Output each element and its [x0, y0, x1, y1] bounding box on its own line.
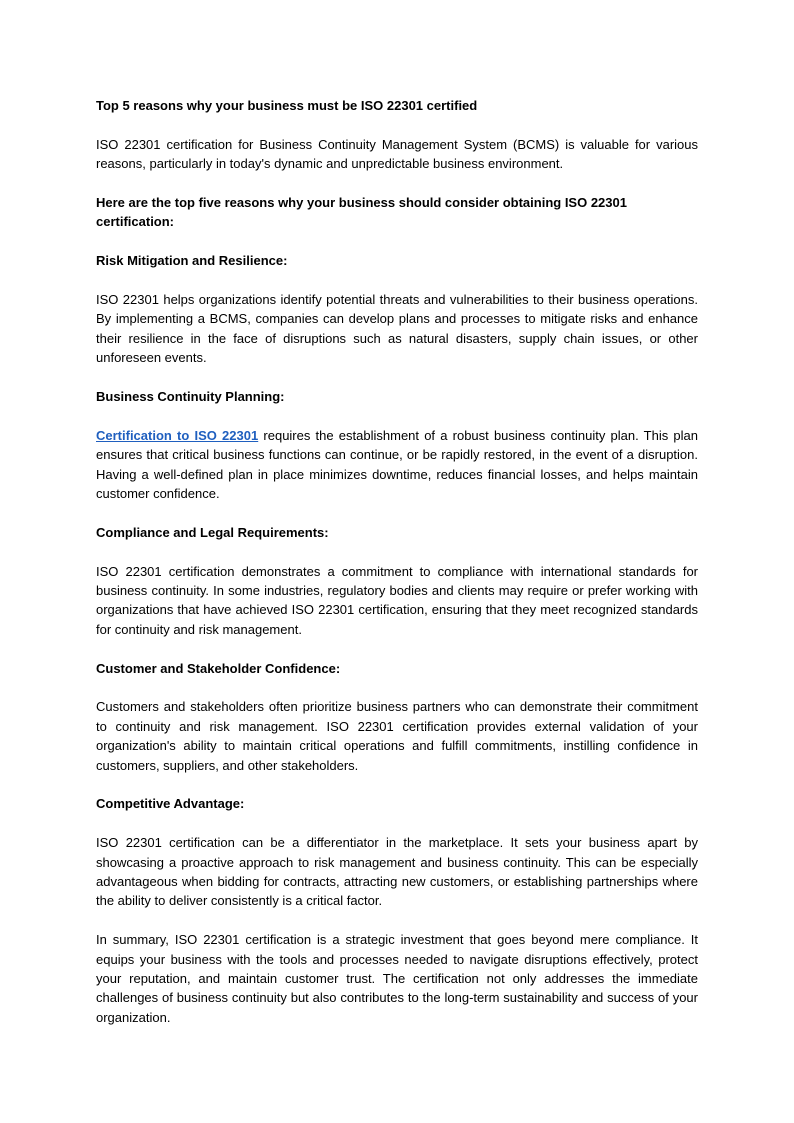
section-body-compliance: ISO 22301 certification demonstrates a commitment to compliance with international standards for business continuity. In some industries, regulatory bodies and clients may require or prefer working with organizations that have achieved ISO 22301 certification, ensuring that they meet recognized standards for continuity and risk management. [96, 563, 698, 637]
lead-in-heading: Here are the top five reasons why your business should consider obtaining ISO 22301 certification: [96, 195, 627, 230]
section-body-competitive-advantage: ISO 22301 certification can be a differentiator in the marketplace. It sets your business apart by showcasing a proactive approach to risk management and business continuity. This can be especially advantageous when bidding for contracts, attracting new customers, or establishing partnerships where the ability to deliver consistently is a critical factor. [96, 835, 698, 909]
section-heading-compliance: Compliance and Legal Requirements: [96, 524, 329, 540]
section-heading-continuity-planning: Business Continuity Planning: [96, 389, 285, 405]
section-heading-risk-mitigation: Risk Mitigation and Resilience: [96, 253, 288, 269]
section-body-continuity-planning-text: requires the establishment of a robust business continuity plan. This plan ensures that critical business functions can continue, or be rapidly restored, in the event of a disruption. Having a well-defined plan in place minimizes downtime, reduces financial losses, and helps maintain customer confidence. [96, 427, 699, 502]
section-body-risk-mitigation: ISO 22301 helps organizations identify potential threats and vulnerabilities to their business operations. By implementing a BCMS, companies can develop plans and processes to mitigate risks and enhance their resilience in the face of disruptions such as natural disasters, supply chain issues, or other unforeseen events. [96, 292, 698, 366]
summary-paragraph: In summary, ISO 22301 certification is a strategic investment that goes beyond mere compliance. It equips your business with the tools and processes needed to navigate disruptions effectively, protect your reputation, and maintain customer trust. The certification not only addresses the immediate challenges of business continuity but also contributes to the long-term sustainability and success of your organization. [96, 932, 698, 1025]
document-page [96, 96, 698, 1047]
section-body-continuity-planning [96, 426, 698, 504]
document-title: Top 5 reasons why your business must be ISO 22301 certified [96, 98, 478, 113]
section-body-customer-confidence: Customers and stakeholders often prioritize business partners who can demonstrate their commitment to continuity and risk management. ISO 22301 certification provides external validation of your organization's ability to maintain critical operations and fulfill commitments, instilling confidence in customers, suppliers, and other stakeholders. [96, 699, 698, 773]
certification-link[interactable]: Certification to ISO 22301 [96, 427, 259, 443]
section-heading-competitive-advantage: Competitive Advantage: [96, 796, 245, 812]
section-heading-customer-confidence: Customer and Stakeholder Confidence: [96, 660, 341, 676]
intro-paragraph: ISO 22301 certification for Business Continuity Management System (BCMS) is valuable for various reasons, particularly in today's dynamic and unpredictable business environment. [96, 136, 698, 172]
